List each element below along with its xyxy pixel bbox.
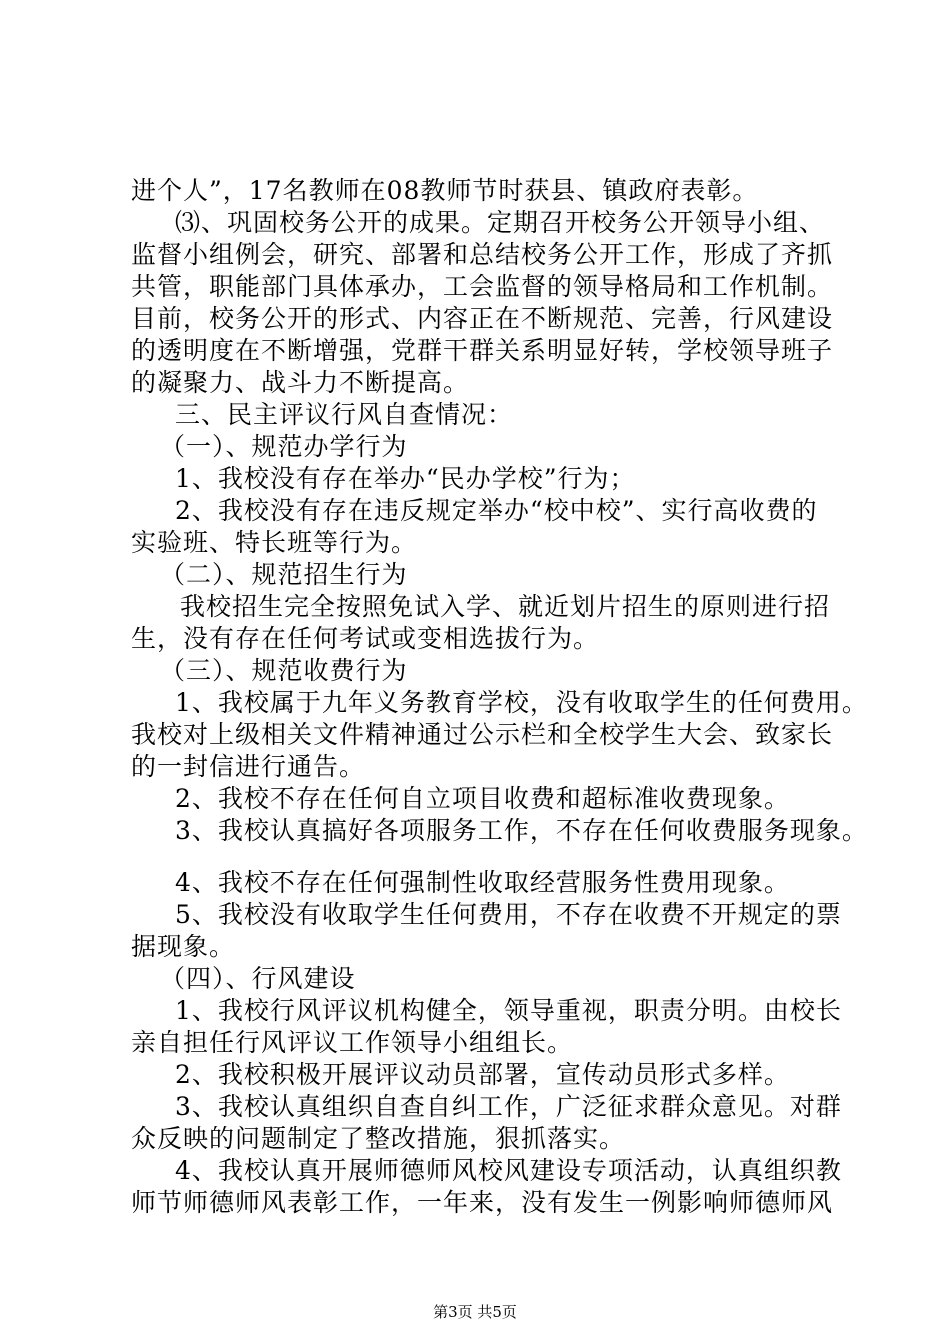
body-text-line: 目前，校务公开的形式、内容正在不断规范、完善，行风建设 (131, 304, 834, 333)
body-text-line: 的一封信进行通告。 (131, 752, 366, 781)
body-text-line: 3、我校认真组织自查自纠工作，广泛征求群众意见。对群 (175, 1092, 842, 1121)
body-text-line: 2、我校积极开展评议动员部署，宣传动员形式多样。 (175, 1060, 790, 1089)
body-text-line: 师节师德师风表彰工作，一年来，没有发生一例影响师德师风 (131, 1188, 834, 1217)
page-number-footer: 第3页 共5页 (433, 1303, 517, 1321)
body-text-line: 共管，职能部门具体承办，工会监督的领导格局和工作机制。 (131, 272, 834, 301)
body-text-line: 5、我校没有收取学生任何费用，不存在收费不开规定的票 (175, 900, 842, 929)
body-text-line: 众反映的问题制定了整改措施，狠抓落实。 (131, 1124, 626, 1153)
body-text-line: 4、我校不存在任何强制性收取经营服务性费用现象。 (175, 868, 790, 897)
body-text-line: 监督小组例会，研究、部署和总结校务公开工作，形成了齐抓 (131, 240, 834, 269)
subsection-heading: （四）、行风建设 (160, 964, 356, 993)
body-text-line: 的凝聚力、战斗力不断提高。 (131, 368, 470, 397)
body-text-line: 3、我校认真搞好各项服务工作，不存在任何收费服务现象。 (175, 816, 868, 845)
body-text-line: ⑶、巩固校务公开的成果。定期召开校务公开领导小组、 (175, 208, 826, 237)
body-text-line: 2、我校不存在任何自立项目收费和超标准收费现象。 (175, 784, 790, 813)
body-text-line: 我校招生完全按照免试入学、就近划片招生的原则进行招 (180, 592, 831, 621)
body-text-line: 4、我校认真开展师德师风校风建设专项活动，认真组织教 (175, 1156, 842, 1185)
body-text-line: 亲自担任行风评议工作领导小组组长。 (131, 1028, 574, 1057)
body-text-line: 1、我校没有存在举办“民办学校”行为； (175, 464, 636, 493)
body-text-line: 实验班、特长班等行为。 (131, 528, 418, 557)
body-text-line: 的透明度在不断增强，党群干群关系明显好转，学校领导班子 (131, 336, 834, 365)
body-text-line: 我校对上级相关文件精神通过公示栏和全校学生大会、致家长 (131, 720, 834, 749)
subsection-heading: （一）、规范办学行为 (160, 432, 408, 461)
subsection-heading: （二）、规范招生行为 (160, 560, 408, 589)
body-text-line: 1、我校属于九年义务教育学校，没有收取学生的任何费用。 (175, 688, 868, 717)
body-text-line: 1、我校行风评议机构健全，领导重视，职责分明。由校长 (175, 996, 842, 1025)
body-text-line: 2、我校没有存在违反规定举办“校中校”、实行高收费的 (175, 496, 818, 525)
body-text-line: 进个人”，17名教师在08教师节时获县、镇政府表彰。 (131, 176, 759, 205)
body-text-line: 据现象。 (131, 932, 236, 961)
body-text-line: 生，没有存在任何考试或变相选拔行为。 (131, 624, 600, 653)
subsection-heading: （三）、规范收费行为 (160, 656, 408, 685)
section-heading: 三、民主评议行风自查情况： (175, 400, 514, 429)
